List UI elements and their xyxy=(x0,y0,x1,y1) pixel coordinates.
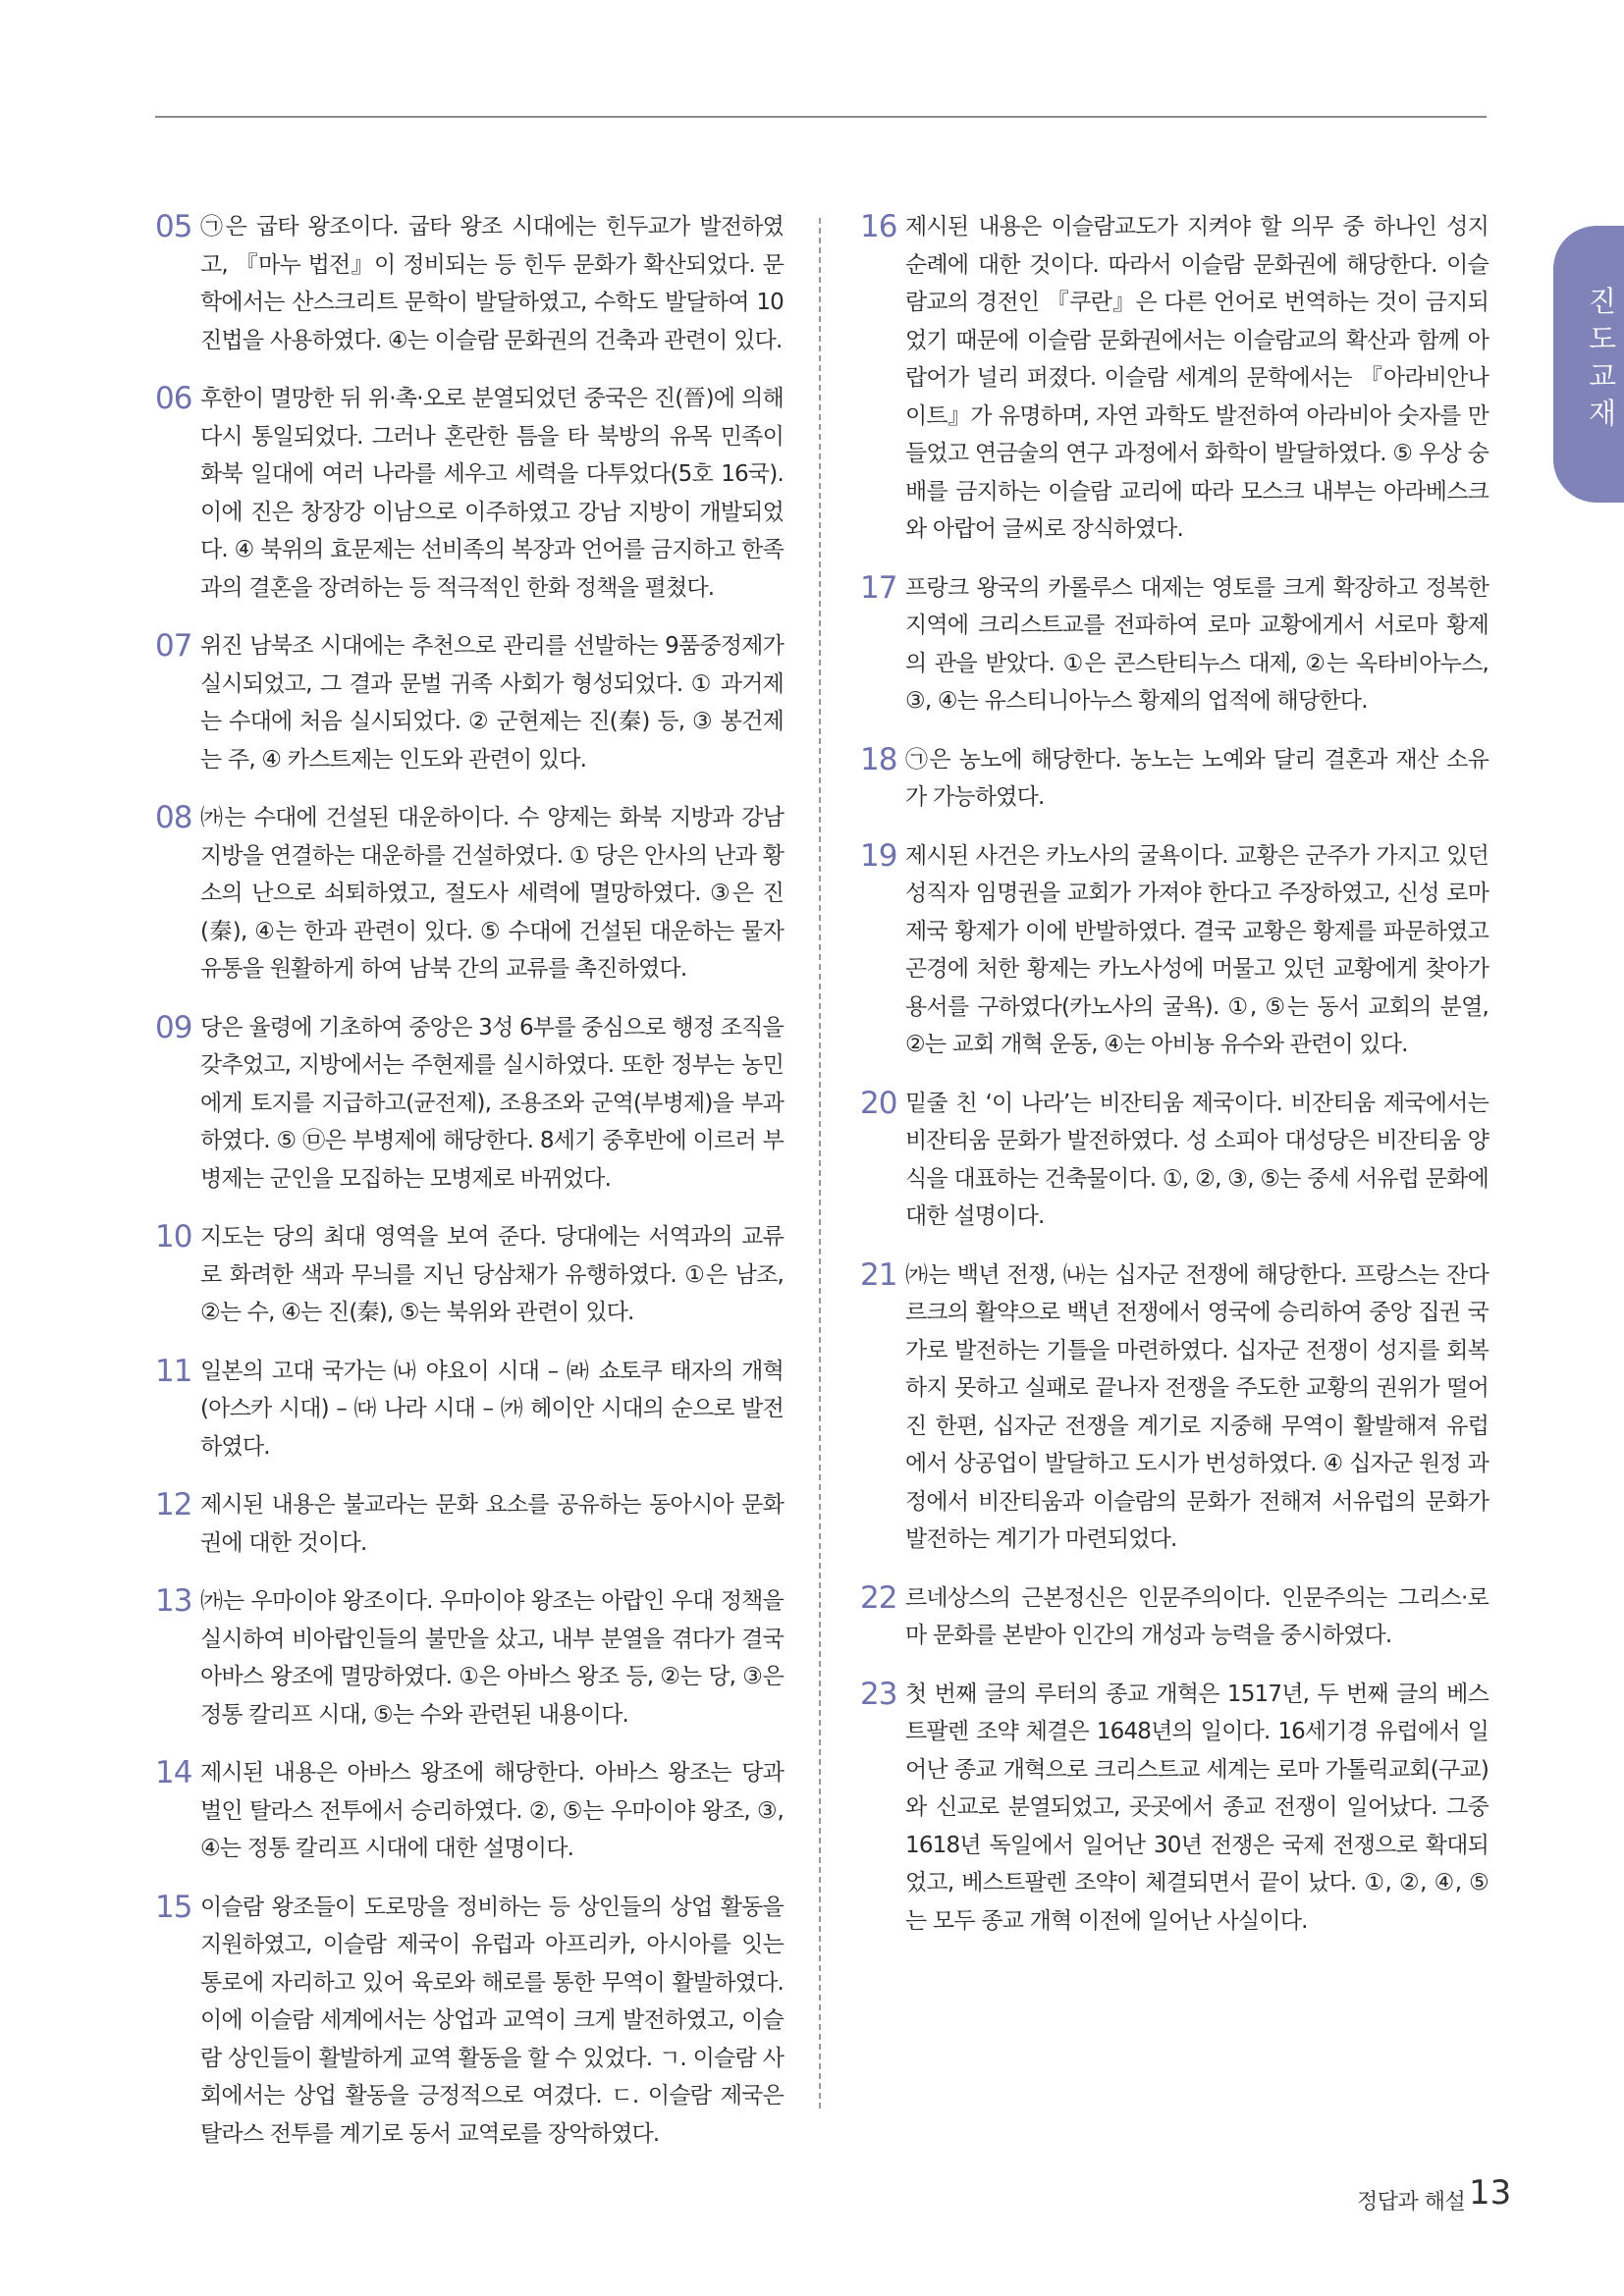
item-explanation: 밑줄 친 ‘이 나라’는 비잔티움 제국이다. 비잔티움 제국에서는 비잔티움 문화가 발전하였다. 성 소피아 대성당은 비잔티움 양식을 대표하는 건축물이다. ①, ②, ③, ⑤는 중세 서유럽 문화에 대한 설명이다. xyxy=(905,1090,1489,1229)
item-explanation: ㈎는 수대에 건설된 대운하이다. 수 양제는 화북 지방과 강남 지방을 연결하는 대운하를 건설하였다. ① 당은 안사의 난과 황소의 난으로 쇠퇴하였고, 절도사 세력에 멸망하였다. ③은 진(秦), ④는 한과 관련이 있다. ⑤ 수대에 건설된 대운하는 물자 유통을 원활하게 하여 남북 간의 교류를 촉진하였다. xyxy=(200,805,784,982)
answer-item-16 xyxy=(860,208,1489,549)
answer-item-14 xyxy=(155,1754,784,1868)
left-column xyxy=(155,208,784,2173)
item-number: 20 xyxy=(860,1085,897,1121)
answer-item-09 xyxy=(155,1009,784,1199)
item-number: 07 xyxy=(155,628,192,664)
item-number: 17 xyxy=(860,569,897,606)
answer-item-20 xyxy=(860,1085,1489,1236)
answer-item-12 xyxy=(155,1486,784,1562)
item-explanation: ㈎는 백년 전쟁, ㈏는 십자군 전쟁에 해당한다. 프랑스는 잔다르크의 활약으로 백년 전쟁에서 영국에 승리하여 중앙 집권 국가로 발전하는 기틀을 마련하였다. 십자군 전쟁이 성지를 회복하지 못하고 실패로 끝나자 전쟁을 주도한 교황의 권위가 떨어진 한편, 십자군 전쟁을 계기로 지중해 무역이 활발해져 유럽에서 상공업이 발달하고 도시가 번성하였다. ④ 십자군 원정 과정에서 비잔티움과 이슬람의 문화가 전해져 서유럽의 문화가 발전하는 계기가 마련되었다. xyxy=(905,1261,1489,1552)
answer-item-10 xyxy=(155,1218,784,1332)
item-number: 23 xyxy=(860,1676,897,1712)
item-number: 13 xyxy=(155,1583,192,1619)
item-explanation: 르네상스의 근본정신은 인문주의이다. 인문주의는 그리스·로마 문화를 본받아 인간의 개성과 능력을 중시하였다. xyxy=(905,1584,1489,1648)
answer-item-08 xyxy=(155,799,784,988)
answer-item-23 xyxy=(860,1676,1489,1941)
item-number: 05 xyxy=(155,209,192,244)
item-explanation: 첫 번째 글의 루터의 종교 개혁은 1517년, 두 번째 글의 베스트팔렌 조약 체결은 1648년의 일이다. 16세기경 유럽에서 일어난 종교 개혁으로 크리스트교 세계는 로마 가톨릭교회(구교)와 신교로 분열되었고, 곳곳에서 종교 전쟁이 일어났다. 그중 1618년 독일에서 일어난 30년 전쟁은 국제 전쟁으로 확대되었고, 베스트팔렌 조약이 체결되면서 끝이 났다. ①, ②, ④, ⑤는 모두 종교 개혁 이전에 일어난 사실이다. xyxy=(905,1681,1489,1934)
answer-item-19 xyxy=(860,837,1489,1064)
item-explanation: 후한이 멸망한 뒤 위·촉·오로 분열되었던 중국은 진(晉)에 의해 다시 통일되었다. 그러나 혼란한 틈을 타 북방의 유목 민족이 화북 일대에 여러 나라를 세우고 세력을 다투었다(5호 16국). 이에 진은 창장강 이남으로 이주하였고 강남 지방이 개발되었다. ④ 북위의 효문제는 선비족의 복장과 언어를 금지하고 한족과의 결혼을 장려하는 등 적극적인 한화 정책을 펼쳤다. xyxy=(200,386,784,601)
item-number: 16 xyxy=(860,209,897,244)
answer-item-05 xyxy=(155,208,784,359)
right-column xyxy=(860,208,1489,1960)
item-number: 06 xyxy=(155,381,192,416)
item-explanation: 제시된 내용은 이슬람교도가 지켜야 할 의무 중 하나인 성지 순례에 대한 것이다. 따라서 이슬람 문화권에 해당한다. 이슬람교의 경전인 『쿠란』은 다른 언어로 번역하는 것이 금지되었기 때문에 이슬람 문화권에서는 이슬람교의 확산과 함께 아랍어가 널리 퍼졌다. 이슬람 세계의 문학에서는 『아라비안나이트』가 유명하며, 자연 과학도 발전하여 아라비아 숫자를 만들었고 연금술의 연구 과정에서 화학이 발달하였다. ⑤ 우상 숭배를 금지하는 이슬람 교리에 따라 모스크 내부는 아라베스크와 아랍어 글씨로 장식하였다. xyxy=(905,214,1489,542)
item-explanation: 당은 율령에 기초하여 중앙은 3성 6부를 중심으로 행정 조직을 갖추었고, 지방에서는 주현제를 실시하였다. 또한 정부는 농민에게 토지를 지급하고(균전제), 조용조와 군역(부병제)을 부과하였다. ⑤ ㉤은 부병제에 해당한다. 8세기 중후반에 이르러 부병제는 군인을 모집하는 모병제로 바뀌었다. xyxy=(200,1014,784,1192)
item-explanation: 프랑크 왕국의 카롤루스 대제는 영토를 크게 확장하고 정복한 지역에 크리스트교를 전파하여 로마 교황에게서 서로마 황제의 관을 받았다. ①은 콘스탄티누스 대제, ②는 옥타비아누스, ③, ④는 유스티니아누스 황제의 업적에 해당한다. xyxy=(905,574,1489,714)
answer-item-15 xyxy=(155,1889,784,2154)
item-number: 21 xyxy=(860,1256,897,1293)
footer-section-label: 정답과 해설 xyxy=(1357,2190,1466,2215)
item-explanation: ㉠은 굽타 왕조이다. 굽타 왕조 시대에는 힌두교가 발전하였고, 『마누 법전』이 정비되는 등 힌두 문화가 확산되었다. 문학에서는 산스크리트 문학이 발달하였고, 수학도 발달하여 10진법을 사용하였다. ④는 이슬람 문화권의 건축과 관련이 있다. xyxy=(200,214,784,353)
item-number: 18 xyxy=(860,741,897,777)
item-explanation: 이슬람 왕조들이 도로망을 정비하는 등 상인들의 상업 활동을 지원하였고, 이슬람 제국이 유럽과 아프리카, 아시아를 잇는 통로에 자리하고 있어 육로와 해로를 통한 무역이 활발하였다. 이에 이슬람 세계에서는 상업과 교역이 크게 발전하였고, 이슬람 상인들이 활발하게 교역 활동을 할 수 있었다. ㄱ. 이슬람 사회에서는 상업 활동을 긍정적으로 여겼다. ㄷ. 이슬람 제국은 탈라스 전투를 계기로 동서 교역로를 장악하였다. xyxy=(200,1894,784,2147)
item-number: 10 xyxy=(155,1219,192,1255)
column-divider xyxy=(819,218,821,2109)
side-tab-label: 진도 교재 xyxy=(1588,285,1616,430)
item-explanation: 위진 남북조 시대에는 추천으로 관리를 선발하는 9품중정제가 실시되었고, 그 결과 문벌 귀족 사회가 형성되었다. ① 과거제는 수대에 처음 실시되었다. ② 군현제는 진(秦) 등, ③ 봉건제는 주, ④ 카스트제는 인도와 관련이 있다. xyxy=(200,633,784,773)
top-rule xyxy=(155,116,1487,118)
item-explanation: 일본의 고대 국가는 ㈏ 야요이 시대 – ㈑ 쇼토쿠 태자의 개혁(아스카 시대) – ㈐ 나라 시대 – ㈎ 헤이안 시대의 순으로 발전하였다. xyxy=(200,1358,784,1460)
item-number: 11 xyxy=(155,1353,192,1389)
page-number: 13 xyxy=(1469,2173,1512,2213)
answer-item-07 xyxy=(155,627,784,778)
item-number: 19 xyxy=(860,837,897,874)
item-number: 22 xyxy=(860,1579,897,1616)
item-number: 09 xyxy=(155,1009,192,1045)
item-explanation: ㉠은 농노에 해당한다. 농노는 노예와 달리 결혼과 재산 소유가 가능하였다. xyxy=(905,746,1489,810)
item-explanation: ㈎는 우마이야 왕조이다. 우마이야 왕조는 아랍인 우대 정책을 실시하여 비아랍인들의 불만을 샀고, 내부 분열을 겪다가 결국 아바스 왕조에 멸망하였다. ①은 아바스 왕조 등, ②는 당, ③은 정통 칼리프 시대, ⑤는 수와 관련된 내용이다. xyxy=(200,1588,784,1728)
item-explanation: 제시된 내용은 불교라는 문화 요소를 공유하는 동아시아 문화권에 대한 것이다. xyxy=(200,1492,784,1556)
answer-item-06 xyxy=(155,380,784,607)
item-explanation: 제시된 내용은 아바스 왕조에 해당한다. 아바스 왕조는 당과 벌인 탈라스 전투에서 승리하였다. ②, ⑤는 우마이야 왕조, ③, ④는 정통 칼리프 시대에 대한 설명이다. xyxy=(200,1760,784,1861)
item-number: 12 xyxy=(155,1487,192,1522)
item-explanation: 제시된 사건은 카노사의 굴욕이다. 교황은 군주가 가지고 있던 성직자 임명권을 교회가 가져야 한다고 주장하였고, 신성 로마 제국 황제가 이에 반발하였다. 결국 교황은 황제를 파문하였고 곤경에 처한 황제는 카노사성에 머물고 있던 교황에게 찾아가 용서를 구하였다(카노사의 굴욕). ①, ⑤는 동서 교회의 분열, ②는 교회 개혁 운동, ④는 아비뇽 유수와 관련이 있다. xyxy=(905,842,1489,1057)
answer-item-17 xyxy=(860,569,1489,721)
item-number: 15 xyxy=(155,1889,192,1925)
item-number: 08 xyxy=(155,800,192,835)
item-explanation: 지도는 당의 최대 영역을 보여 준다. 당대에는 서역과의 교류로 화려한 색과 무늬를 지닌 당삼채가 유행하였다. ①은 남조, ②는 수, ④는 진(秦), ⑤는 북위와 관련이 있다. xyxy=(200,1224,784,1325)
item-number: 14 xyxy=(155,1755,192,1790)
answer-item-18 xyxy=(860,741,1489,817)
answer-item-11 xyxy=(155,1353,784,1467)
answer-item-13 xyxy=(155,1582,784,1734)
answer-item-21 xyxy=(860,1256,1489,1559)
answer-item-22 xyxy=(860,1579,1489,1655)
